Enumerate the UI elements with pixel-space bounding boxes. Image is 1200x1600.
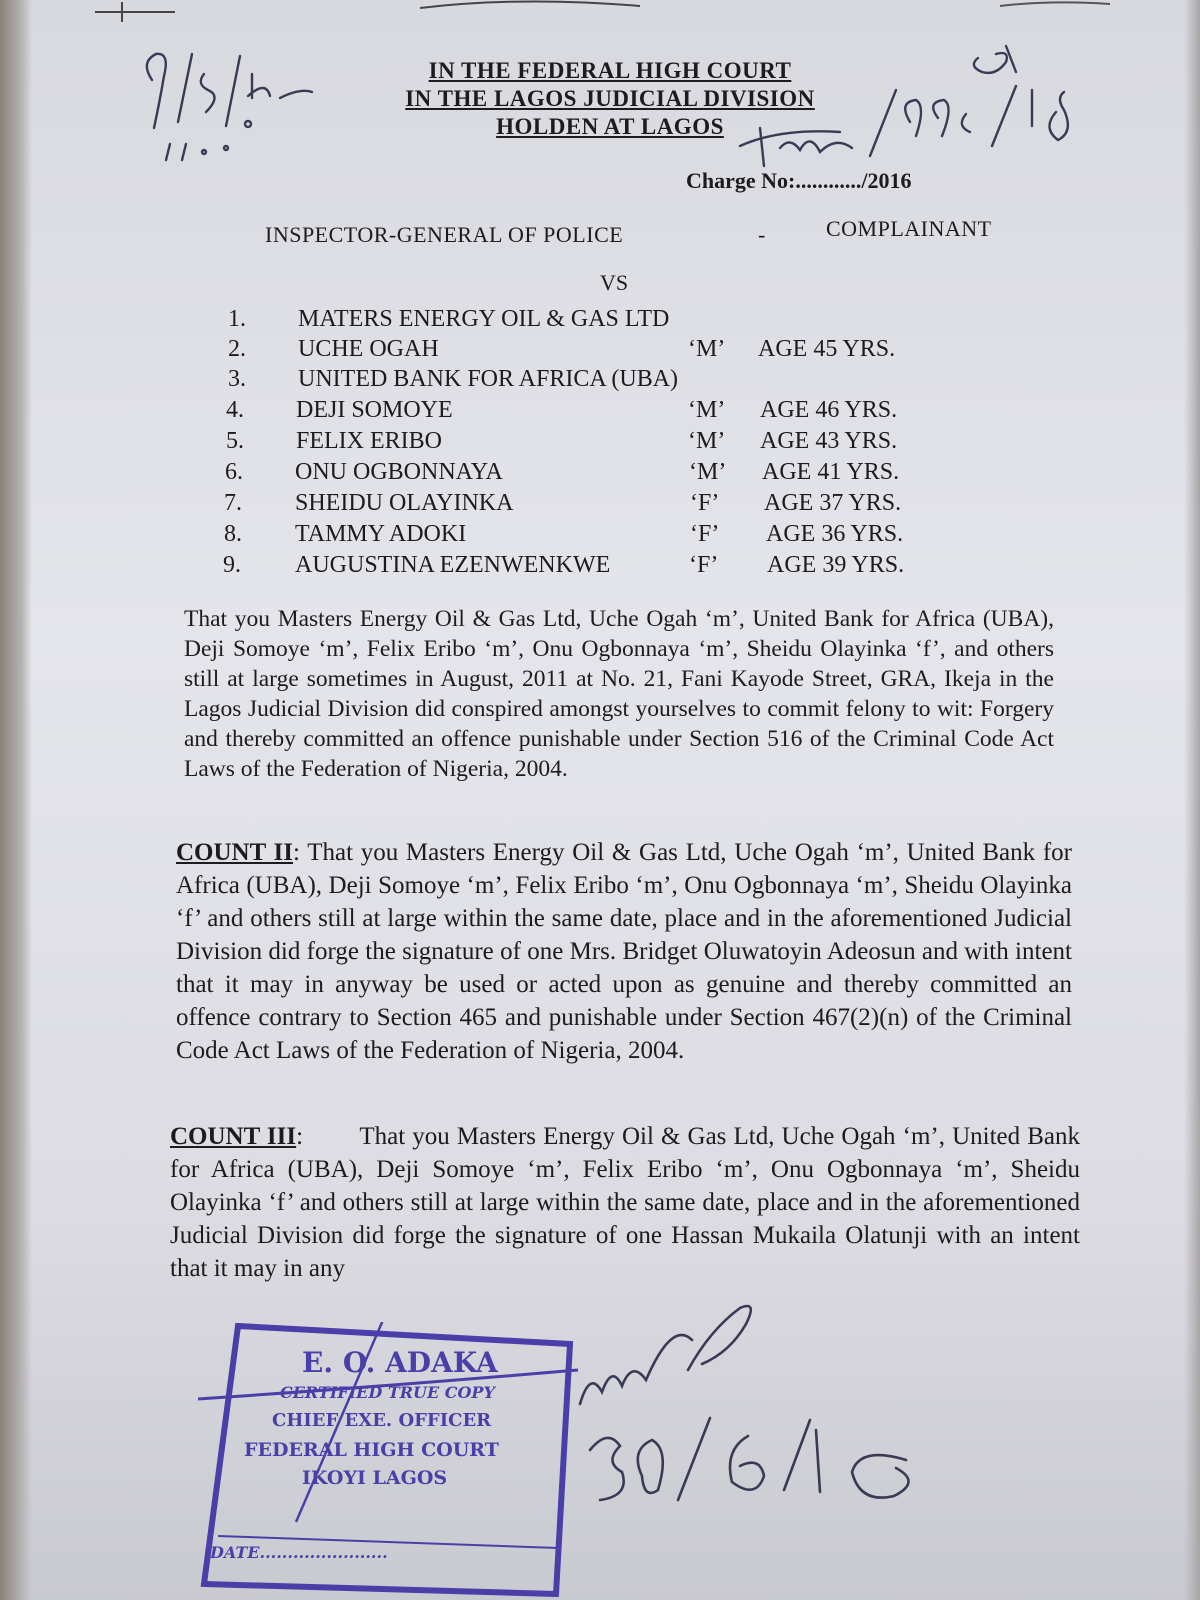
accused-name: SHEIDU OLAYINKA [295,490,514,516]
list-item [228,366,948,396]
accused-number: 1. [228,306,246,332]
court-heading-line3: HOLDEN AT LAGOS [496,114,724,139]
accused-sex: ‘M’ [688,428,726,454]
accused-sex: ‘M’ [688,336,726,362]
complainant-name: INSPECTOR-GENERAL OF POLICE [265,222,624,247]
count-2-label: COUNT II [176,839,293,866]
court-heading-line2: IN THE LAGOS JUDICIAL DIVISION [405,86,815,111]
accused-sex: ‘M’ [688,397,726,423]
accused-age: AGE 37 YRS. [764,490,902,516]
accused-sex: ‘F’ [689,552,719,578]
accused-age: AGE 39 YRS. [767,552,905,578]
stamp-line5: IKOYI LAGOS [302,1467,448,1489]
page-shadow-right [1184,0,1200,1600]
page-shadow-left [0,0,32,1600]
count-1-paragraph: That you Masters Energy Oil & Gas Ltd, Uche Ogah ‘m’, United Bank for Africa (UBA), Deji Somoye ‘m’, Felix Eribo ‘m’, Onu Ogbonnaya ‘m’, Sheidu Olayinka ‘f’, and others still at large sometimes in August, 2011 at No. 21, Fani Kayode Street, GRA, Ikeja in the Lagos Judicial Division did conspired amongst yourselves to commit felony to wit: Forgery and thereby committed an offence punishable under Section 516 of the Criminal Code Act Laws of the Federation of Nigeria, 2004. [184,606,1054,782]
list-item [228,336,948,366]
accused-sex: ‘F’ [690,490,720,516]
accused-name: UNITED BANK FOR AFRICA (UBA) [298,366,679,392]
list-item [224,521,944,551]
handwritten-signature-and-date [560,1300,940,1520]
accused-number: 4. [226,397,244,423]
accused-number: 2. [228,336,246,362]
certified-true-copy-stamp [198,1322,578,1597]
handwritten-reference-top-right [720,36,1120,176]
accused-name: UCHE OGAH [298,336,439,362]
accused-number: 9. [223,552,241,578]
count-2-text: : That you Masters Energy Oil & Gas Ltd, Uche Ogah ‘m’, United Bank for Africa (UBA), Deji Somoye ‘m’, Felix Eribo ‘m’, Onu Ogbonnaya ‘m’, Sheidu Olayinka ‘f’ and others still at large within the same date, place and in the aforementioned Judicial Division did forge the signature of one Mrs. Bridget Oluwatoyin Adeosun and with intent that it may in anyway be used or acted upon as genuine and thereby committed an offence contrary to Section 465 and punishable under Section 467(2)(n) of the Criminal Code Act Laws of the Federation of Nigeria, 2004. [176,839,1072,1064]
accused-number: 8. [224,521,242,547]
list-item [226,397,946,427]
top-edge-marks [0,0,1200,30]
accused-age: AGE 41 YRS. [762,459,900,485]
versus-label: VS [600,270,629,295]
charge-number: Charge No:............/2016 [686,168,912,193]
count-3-paragraph [170,1120,1087,1285]
accused-sex: ‘M’ [689,459,727,485]
stamp-line3: CHIEF EXE. OFFICER [272,1410,492,1431]
accused-name: TAMMY ADOKI [295,521,467,547]
list-item [225,459,945,489]
accused-age: AGE 46 YRS. [760,397,898,423]
list-item [226,428,946,458]
stamp-line4: FEDERAL HIGH COURT [244,1439,499,1461]
accused-name: MATERS ENERGY OIL & GAS LTD [298,306,670,332]
count-3-label: COUNT III [170,1123,297,1150]
accused-name: FELIX ERIBO [296,428,442,454]
party-dash: - [758,222,766,247]
accused-name: AUGUSTINA EZENWENKWE [295,552,611,578]
accused-age: AGE 36 YRS. [766,521,904,547]
list-item [228,306,948,336]
stamp-name: E. O. ADAKA [302,1346,498,1379]
accused-sex: ‘F’ [690,521,720,547]
list-item [224,490,944,520]
accused-number: 7. [224,490,242,516]
accused-number: 5. [226,428,244,454]
accused-age: AGE 43 YRS. [760,428,898,454]
complainant-role: COMPLAINANT [826,216,992,241]
count-3-text: : That you Masters Energy Oil & Gas Ltd, Uche Ogah ‘m’, United Bank for Africa (UBA), Deji Somoye ‘m’, Felix Eribo ‘m’, Onu Ogbonnaya ‘m’, Sheidu Olayinka ‘f’ and others still at large within the same date, place and in the aforementioned Judicial Division did forge the signature of one Hassan Mukaila Olatunji with an intent that it may in any [170,1123,1087,1282]
accused-name: ONU OGBONNAYA [295,459,503,485]
court-heading-line1: IN THE FEDERAL HIGH COURT [428,58,792,83]
accused-number: 3. [228,366,246,392]
accused-number: 6. [225,459,243,485]
stamp-line2: CERTIFIED TRUE COPY [280,1383,495,1402]
accused-age: AGE 45 YRS. [758,336,896,362]
stamp-date-label: DATE....................... [210,1543,388,1562]
list-item [223,552,943,582]
handwritten-date-top-left [130,40,320,180]
accused-name: DEJI SOMOYE [296,397,453,423]
count-2-paragraph [176,836,1072,1067]
